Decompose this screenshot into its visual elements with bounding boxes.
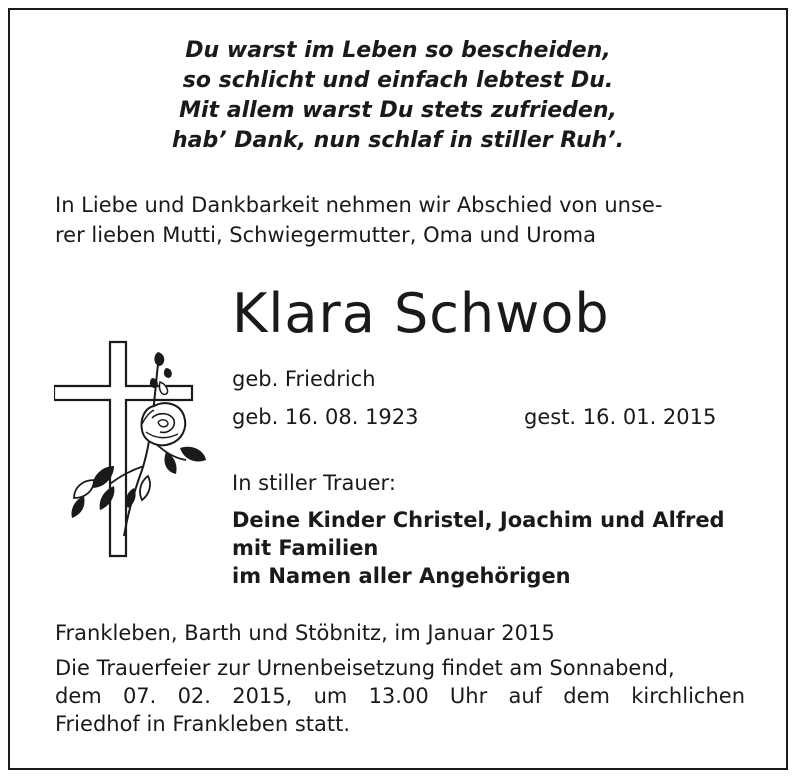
poem-line: so schlicht und einfach lebtest Du.	[182, 68, 614, 93]
service-line: dem 07. 02. 2015, um 13.00 Uhr auf dem kirchlichen	[55, 684, 745, 708]
intro-line: rer lieben Mutti, Schwiegermutter, Oma und Uroma	[55, 223, 596, 247]
place-and-date: Frankleben, Barth und Stöbnitz, im Januar 2015	[55, 621, 555, 645]
mourners-line: Deine Kinder Christel, Joachim und Alfred	[232, 508, 725, 532]
mourners-list	[232, 506, 725, 590]
poem	[10, 36, 786, 156]
cross-with-rose-icon	[54, 320, 214, 564]
intro-text	[55, 190, 745, 250]
mourners-line: mit Familien	[232, 536, 379, 560]
service-line: Friedhof in Frankleben statt.	[55, 712, 351, 736]
maiden-name: geb. Friedrich	[232, 367, 376, 391]
deceased-name: Klara Schwob	[232, 282, 610, 345]
death-date: gest. 16. 01. 2015	[524, 405, 717, 429]
birth-date: geb. 16. 08. 1923	[232, 405, 419, 429]
obituary-notice	[8, 8, 788, 770]
poem-line: Du warst im Leben so bescheiden,	[185, 38, 611, 63]
funeral-service-info	[55, 654, 745, 738]
mourners-line: im Namen aller Angehörigen	[232, 564, 571, 588]
mourning-heading: In stiller Trauer:	[232, 471, 396, 495]
intro-line: In Liebe und Dankbarkeit nehmen wir Abschied von unse-	[55, 193, 663, 217]
poem-line: hab’ Dank, nun schlaf in stiller Ruh’.	[171, 128, 625, 153]
poem-line: Mit allem warst Du stets zufrieden,	[179, 98, 617, 123]
service-line: Die Trauerfeier zur Urnenbeisetzung findet am Sonnabend,	[55, 656, 675, 680]
